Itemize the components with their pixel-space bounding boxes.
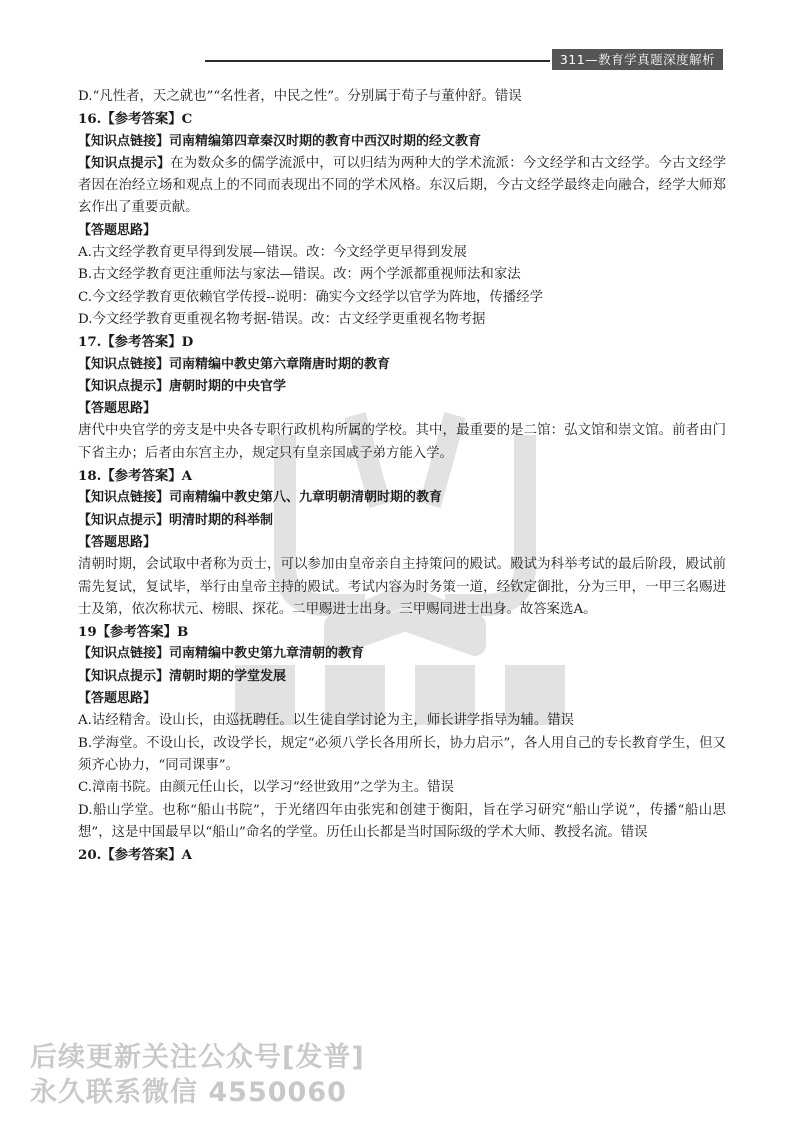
reasoning-paragraph: 清朝时期，会试取中者称为贡士，可以参加由皇帝亲自主持策问的殿试。殿试为科举考试的最后阶段，殿试前需先复试，复试毕，举行由皇帝主持的殿试。考试内容为时务策一道，经钦定御批，分为三甲，一甲三名赐进士及第，依次称状元、榜眼、探花。二甲赐进士出身。三甲赐同进士出身。故答案选A。 [78, 557, 726, 617]
answer-line-20: 20.【参考答案】A [78, 847, 193, 864]
option-paragraph: A.诂经精舍。设山长，由巡抚聘任。以生徒自学讨论为主，师长讲学指导为辅。错误 [78, 713, 574, 729]
reasoning-heading: 【答题思路】 [78, 534, 157, 550]
answer-line-16: 16.【参考答案】C [78, 111, 193, 128]
hint-text: 在为数众多的儒学流派中，可以归结为两种大的学术流派：今文经学和古文经学。今古文经学者因在治经立场和观点上的不同而表现出不同的学术风格。东汉后期，今古文经学最终走向融合，经学大师郑玄作出了重要贡献。 [78, 155, 726, 216]
option-paragraph: B.学海堂。不设山长，改设学长，规定“必须八学长各用所长，协力启示”，各人用自己的专长教育学生，但又须齐心协力，“同司课事”。 [78, 735, 726, 773]
footer-watermark-text [30, 1040, 365, 1110]
document-body [78, 86, 726, 866]
knowledge-hint: 【知识点提示】唐朝时期的中央官学 [78, 378, 287, 394]
knowledge-link: 【知识点链接】司南精编中教史第六章隋唐时期的教育 [78, 356, 391, 372]
option-paragraph: C.今文经学教育更依赖官学传授--说明：确实今文经学以官学为阵地，传播经学 [78, 289, 543, 305]
reasoning-paragraph: 唐代中央官学的旁支是中央各专职行政机构所属的学校。其中，最重要的是二馆：弘文馆和崇文馆。前者由门下省主办；后者由东宫主办，规定只有皇亲国戚子弟方能入学。 [78, 423, 726, 461]
knowledge-hint: 【知识点提示】明清时期的科举制 [78, 512, 274, 528]
knowledge-link: 【知识点链接】司南精编中教史第九章清朝的教育 [78, 646, 365, 662]
option-paragraph: D.“凡性者，天之就也”“名性者，中民之性”。分别属于荀子与董仲舒。错误 [78, 89, 522, 104]
reasoning-heading: 【答题思路】 [78, 691, 157, 707]
answer-line-19: 19【参考答案】B [78, 624, 189, 641]
option-paragraph: D.船山学堂。也称“船山书院”，于光绪四年由张宪和创建于衡阳，旨在学习研究“船山学说”，传播“船山思想”，这是中国最早以“船山”命名的学堂。历任山长都是当时国际级的学术大师、教授名流。错误 [78, 802, 726, 840]
knowledge-link: 【知识点链接】司南精编中教史第八、九章明朝清朝时期的教育 [78, 490, 443, 506]
reasoning-heading: 【答题思路】 [78, 222, 157, 238]
reasoning-heading: 【答题思路】 [78, 401, 157, 417]
footer-line-1: 后续更新关注公众号[发普] [30, 1042, 365, 1073]
knowledge-hint: 【知识点提示】清朝时期的学堂发展 [78, 668, 287, 684]
hint-tag: 【知识点提示】 [78, 155, 171, 171]
knowledge-hint [78, 153, 726, 220]
option-paragraph: B.古文经学教育更注重师法与家法—错误。改：两个学派都重视师法和家法 [78, 267, 521, 283]
header-rule [205, 60, 550, 62]
answer-line-18: 18.【参考答案】A [78, 468, 193, 485]
answer-line-17: 17.【参考答案】D [78, 334, 194, 351]
knowledge-link: 【知识点链接】司南精编第四章秦汉时期的教育中西汉时期的经文教育 [78, 133, 482, 149]
footer-line-2: 永久联系微信 4550060 [30, 1077, 347, 1108]
header-title: 311—教育学真题深度解析 [552, 49, 723, 70]
option-paragraph: D.今文经学教育更重视名物考据-错误。改：古文经学更重视名物考据 [78, 311, 486, 327]
option-paragraph: A.古文经学教育更早得到发展—错误。改：今文经学更早得到发展 [78, 245, 467, 261]
option-paragraph: C.漳南书院。由颜元任山长，以学习“经世致用”之学为主。错误 [78, 780, 454, 796]
